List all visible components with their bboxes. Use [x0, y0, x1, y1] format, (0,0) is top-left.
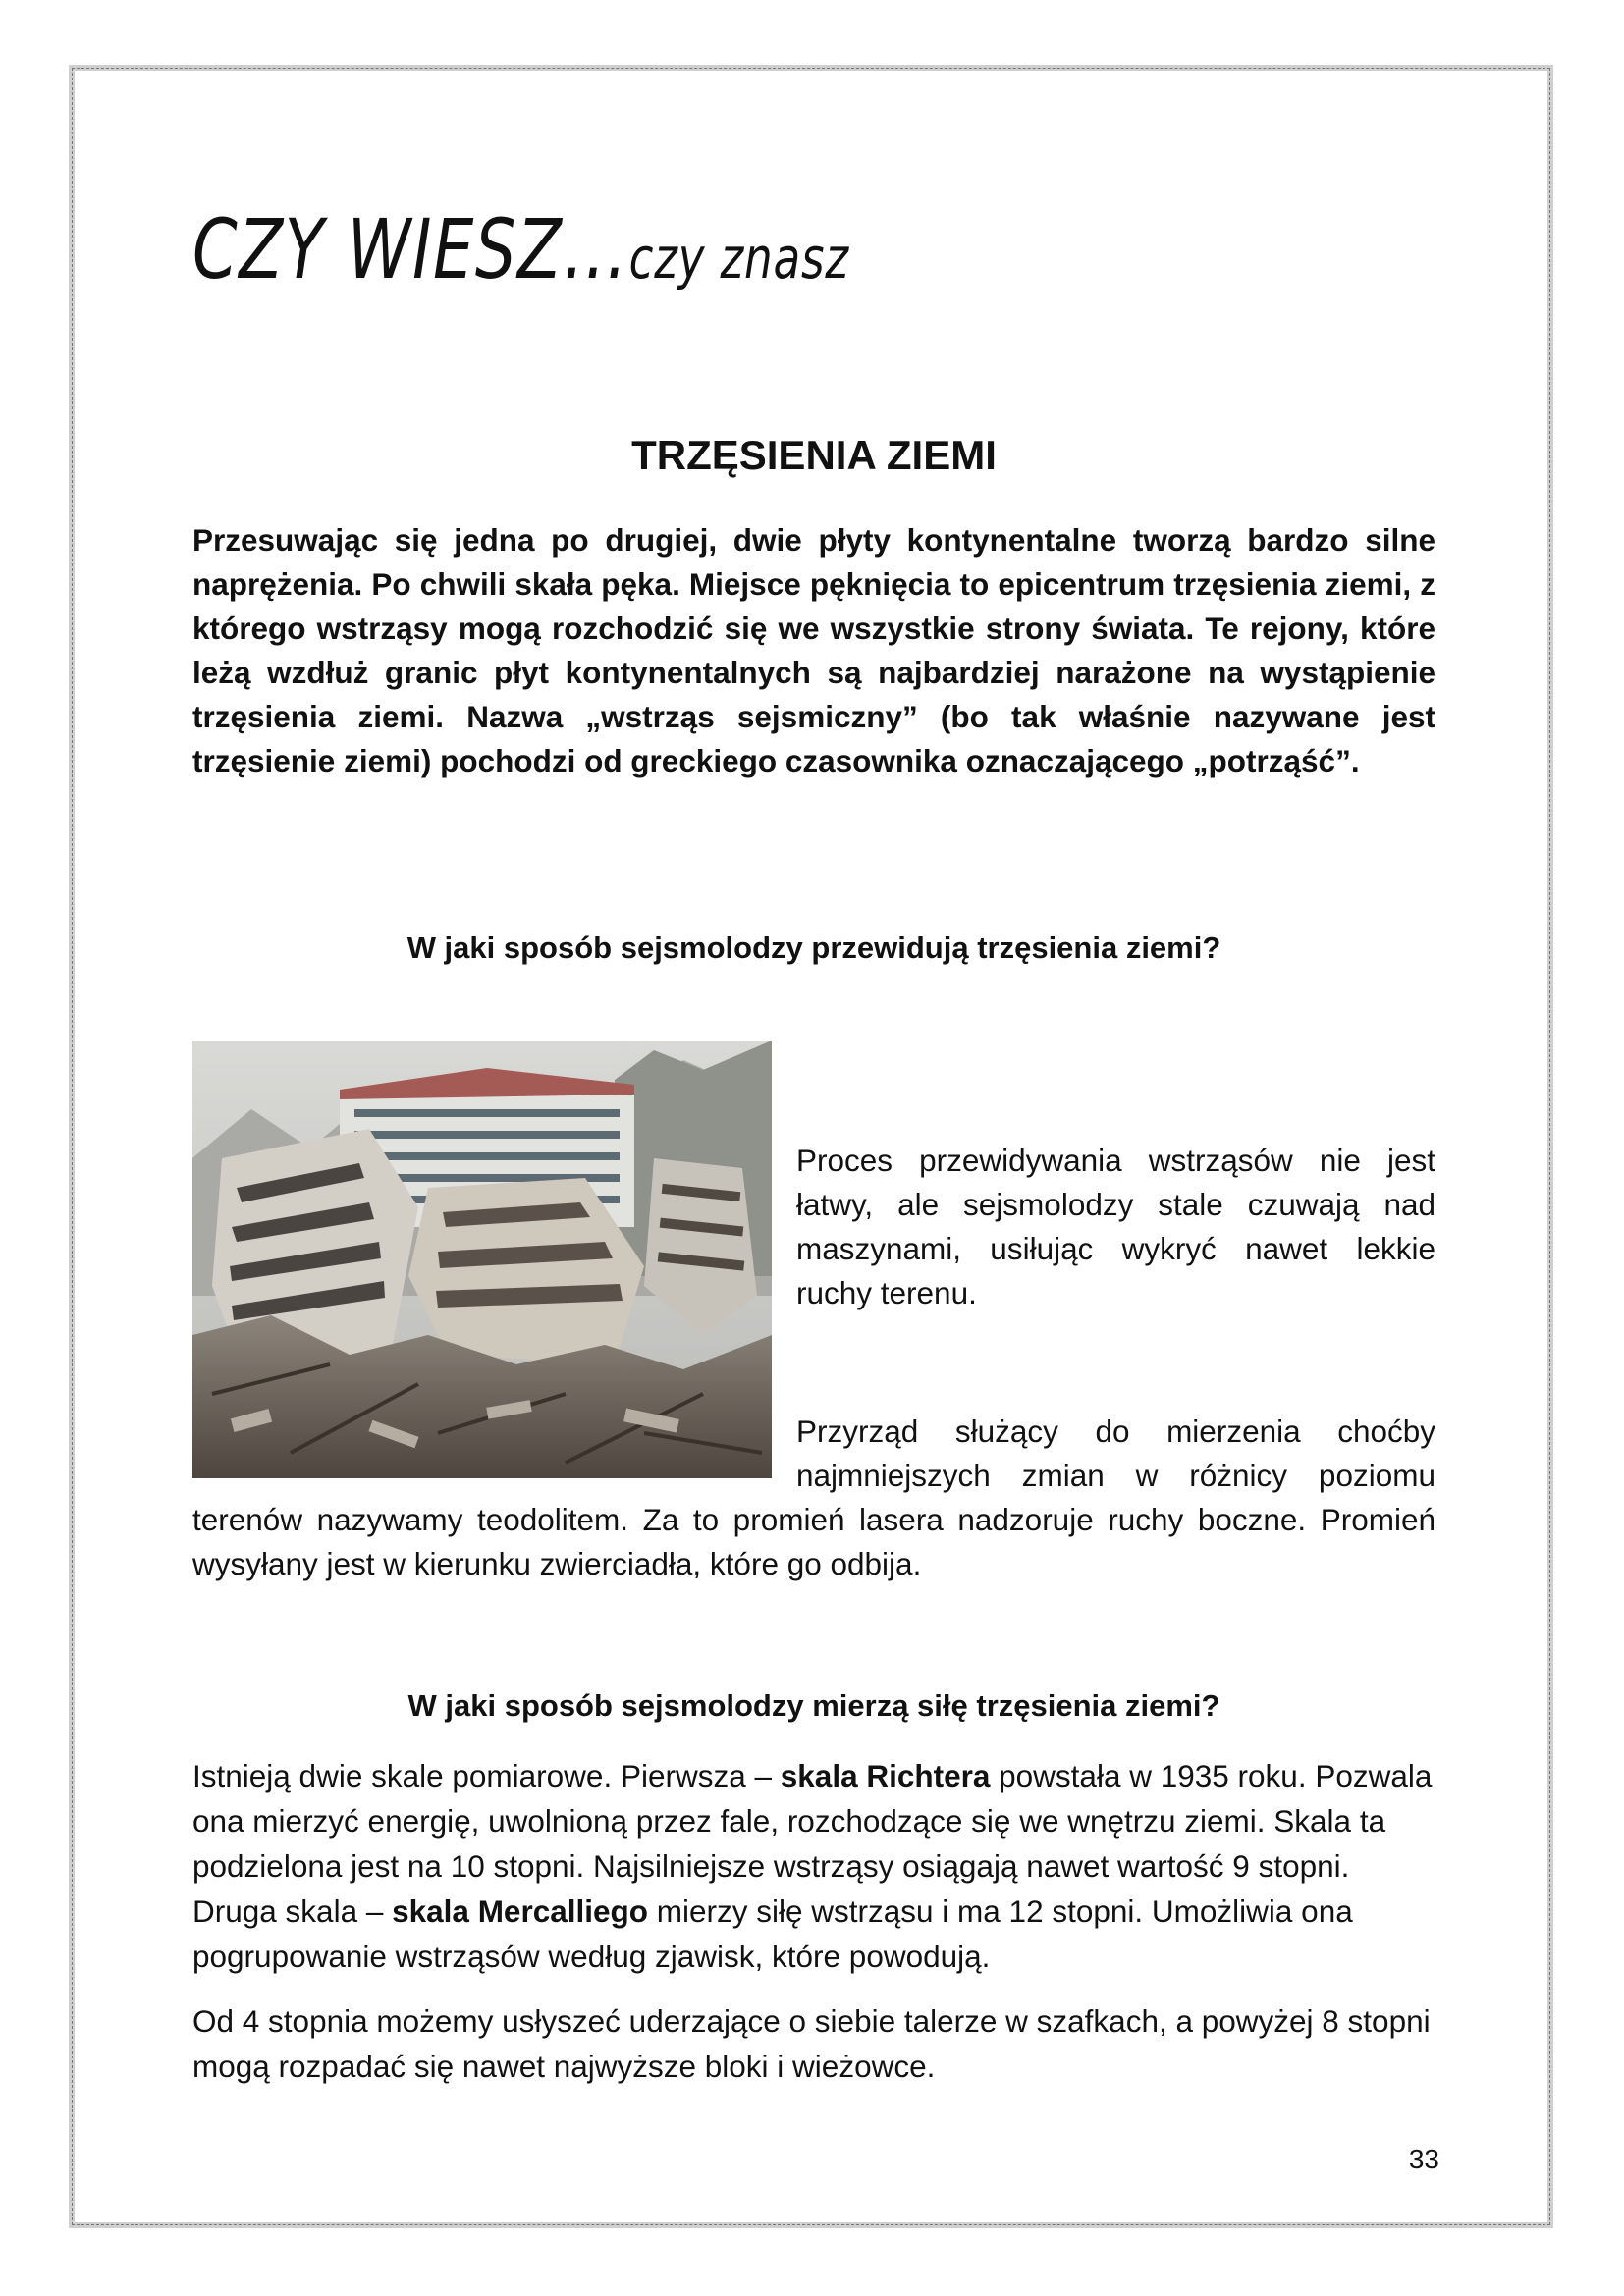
script-heading: [192, 201, 849, 297]
question-measurement: W jaki sposób sejsmolodzy mierzą siłę trzęsienia ziemi?: [407, 1688, 1220, 1723]
scales-paragraph: [192, 1753, 1435, 1979]
richter-scale-term: skala Richtera: [780, 1758, 991, 1793]
intro-paragraph: Przesuwając się jedna po drugiej, dwie płyty kontynentalne tworzą bardzo silne naprężenia. Po chwili skała pęka. Miejsce pęknięcia to epicentrum trzęsienia ziemi, z którego wstrząsy mogą rozchodzić się we wszystkie strony świata. Te rejony, które leżą wzdłuż granic płyt kontynentalnych są najbardziej narażone na wystąpienie trzęsienia ziemi. Nazwa „wstrząs sejsmiczny” (bo tak właśnie nazywane jest trzęsienie ziemi) pochodzi od greckiego czasownika oznaczającego „potrząść”.: [192, 522, 1435, 778]
prediction-paragraph: Proces przewidywania wstrząsów nie jest łatwy, ale sejsmolodzy stale czuwają nad maszynami, usiłując wykryć nawet lekkie ruchy terenu.: [796, 1143, 1435, 1310]
collapsed-buildings-illustration: [192, 1041, 772, 1478]
script-heading-sub: czy znasz: [628, 225, 849, 292]
effects-paragraph: Od 4 stopnia możemy usłyszeć uderzające o siebie talerze w szafkach, a powyżej 8 stopni mogą rozpadać się nawet najwyższe bloki i wieżowce.: [192, 2003, 1431, 2084]
scales-text-1: Istnieją dwie skale pomiarowe. Pierwsza –: [192, 1758, 781, 1793]
question-prediction: W jaki sposób sejsmolodzy przewidują trzęsienia ziemi?: [406, 931, 1221, 965]
theodolite-paragraph-continued: terenów nazywamy teodolitem. Za to promień lasera nadzoruje ruchy boczne. Promień wysyłany jest w kierunku zwierciadła, które go odbija.: [192, 1502, 1435, 1581]
earthquake-photo: [192, 1041, 772, 1478]
page-number: 33: [1408, 2144, 1439, 2174]
scales-text-3: mierzy siłę wstrząsu i ma 12 stopni. Umożliwia ona pogrupowanie wstrząsów według zjawisk, które powodują.: [192, 1894, 1353, 1974]
mercalli-scale-term: skala Mercalliego: [392, 1894, 648, 1929]
theodolite-paragraph-start: Przyrząd służący do mierzenia choćby najmniejszych zmian w różnicy poziomu: [796, 1414, 1435, 1493]
script-heading-main: CZY WIESZ…: [192, 201, 629, 297]
article-title: TRZĘSIENIA ZIEMI: [631, 432, 997, 478]
scales-text-2: powstała w 1935 roku. Pozwala ona mierzyć energię, uwolnioną przez fale, rozchodzące się we wnętrzu ziemi. Skala ta podzielona jest na 10 stopni. Najsilniejsze wstrząsy osiągają nawet wartość 9 stopni. Druga skala –: [192, 1758, 1433, 1929]
